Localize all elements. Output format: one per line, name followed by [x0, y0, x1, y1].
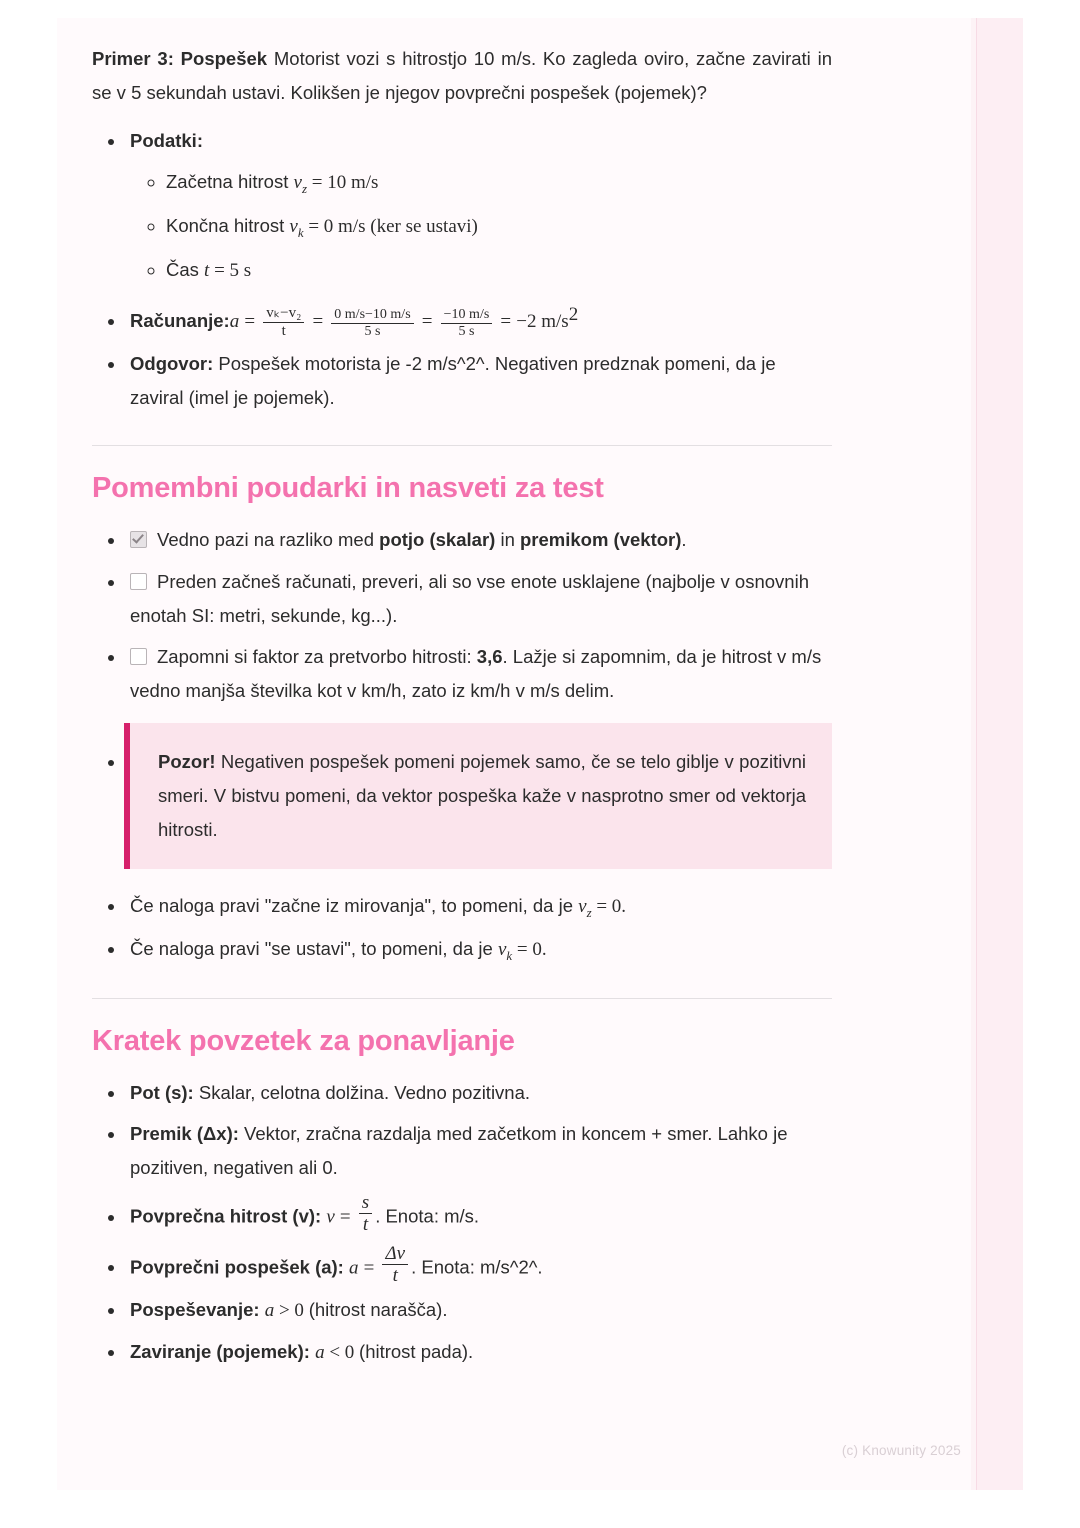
given-symbol: $v_k$	[289, 215, 304, 240]
calculation-item	[126, 297, 832, 340]
tip-emphasis: potjo (skalar)	[379, 529, 496, 551]
fraction-numerator: 0 m/s−10 m/s	[331, 307, 413, 324]
calculation-label: Računanje:	[130, 310, 230, 332]
calc-result: −2 m/s	[516, 311, 569, 333]
fraction-numerator: vₖ−v₂	[263, 305, 304, 323]
summary-math-lhs: a	[348, 1257, 359, 1279]
page-content-surface	[57, 18, 971, 1490]
calc-a: a	[229, 311, 240, 333]
given-group	[126, 124, 832, 288]
callout-label: Pozor!	[158, 750, 216, 772]
example-list	[92, 124, 832, 415]
summary-label: Pot (s):	[130, 1081, 194, 1103]
section-divider	[92, 998, 832, 999]
tip-emphasis: premikom (vektor)	[520, 529, 682, 551]
fraction-numerator: s	[359, 1192, 372, 1214]
summary-item	[126, 1243, 832, 1287]
summary-math-lhs: v	[326, 1206, 335, 1228]
calc-fraction-3	[441, 307, 493, 339]
page-edge-strip	[976, 18, 1023, 1490]
fraction-numerator: −10 m/s	[441, 307, 493, 324]
fraction-denominator: 5 s	[364, 323, 381, 339]
summary-math-relation: < 0	[324, 1342, 360, 1364]
summary-text: (hitrost narašča).	[308, 1299, 448, 1321]
given-label: Podatki:	[130, 130, 203, 152]
summary-text: (hitrost pada).	[359, 1341, 474, 1363]
given-value: = 5 s	[209, 260, 252, 282]
tip-item	[126, 565, 832, 633]
callout-item	[126, 723, 832, 870]
summary-label: Pospeševanje:	[130, 1299, 260, 1321]
summary-math-relation: > 0	[274, 1300, 309, 1322]
tip-value: = 0.	[591, 896, 627, 918]
document-page	[57, 18, 1023, 1490]
fraction-numerator: Δv	[382, 1243, 408, 1265]
tip-text: . Lažje si zapomnim, da je hitrost v m/s vedno manjša številka kot v km/h, zato iz km/h v m/s delim.	[130, 646, 822, 702]
summary-fraction	[359, 1192, 372, 1236]
tip-item	[126, 640, 832, 708]
warning-callout	[124, 723, 832, 870]
summary-text: Vektor, zračna razdalja med začetkom in koncem + smer. Lahko je pozitiven, negativen ali 0.	[130, 1122, 788, 1178]
calc-exponent: 2	[568, 304, 579, 326]
tip-item	[126, 932, 832, 968]
given-prefix: Začetna hitrost	[166, 170, 294, 192]
calc-fraction-2	[331, 307, 413, 339]
summary-math-after: . Enota: m/s^2^.	[411, 1256, 543, 1278]
summary-math-after: . Enota: m/s.	[375, 1205, 480, 1227]
summary-math-symbol: a	[315, 1342, 325, 1364]
tip-text: in	[495, 529, 520, 551]
calc-eq: =	[421, 311, 433, 333]
given-value: = 10 m/s	[306, 171, 379, 193]
summary-label: Zaviranje (pojemek):	[130, 1341, 310, 1363]
fraction-denominator: t	[392, 1264, 398, 1286]
summary-item	[126, 1293, 832, 1328]
tip-symbol: $v_k$	[497, 938, 513, 963]
summary-label: Povprečni pospešek (a):	[130, 1256, 344, 1278]
checkbox-icon[interactable]	[130, 531, 147, 548]
example-paragraph	[92, 42, 832, 110]
tip-item	[126, 523, 832, 557]
given-prefix: Čas	[166, 259, 205, 281]
tip-text: Če naloga pravi "se ustavi", to pomeni, da je	[130, 937, 498, 959]
tip-text: Vedno pazi na razliko med	[157, 529, 380, 551]
summary-heading: Kratek povzetek za ponavljanje	[92, 1024, 515, 1057]
calc-eq: =	[500, 311, 512, 333]
tip-emphasis: 3,6	[476, 646, 503, 668]
watermark: (c) Knowunity 2025	[841, 1443, 961, 1458]
summary-item	[126, 1192, 832, 1236]
checkbox-icon[interactable]	[130, 648, 147, 665]
summary-math-eq: =	[363, 1257, 375, 1279]
fraction-denominator: t	[281, 323, 286, 340]
given-value: = 0 m/s (ker se ustavi)	[303, 215, 478, 237]
tip-item	[126, 889, 832, 925]
summary-item	[126, 1117, 832, 1185]
given-prefix: Končna hitrost	[166, 214, 290, 236]
summary-math-eq: =	[339, 1206, 351, 1228]
tip-text: Preden začneš računati, preveri, ali so vse enote usklajene (najbolje v osnovnih enotah SI: metri, sekunde, kg...).	[130, 570, 809, 626]
fraction-denominator: 5 s	[458, 323, 475, 339]
calc-eq: =	[244, 311, 256, 333]
example-label: Primer 3: Pospešek	[92, 48, 268, 69]
summary-label: Povprečna hitrost (v):	[130, 1205, 322, 1227]
answer-text: Pospešek motorista je -2 m/s^2^. Negativen predznak pomeni, da je zaviral (imel je pojemek).	[130, 352, 776, 409]
given-symbol: $v_z$	[293, 171, 307, 196]
given-item	[166, 209, 832, 244]
tip-text: Zapomni si faktor za pretvorbo hitrosti:	[157, 646, 477, 668]
summary-item	[126, 1335, 832, 1370]
tip-symbol: $v_z$	[578, 896, 592, 920]
given-item	[166, 165, 832, 200]
fraction-denominator: t	[362, 1214, 369, 1236]
callout-text: Negativen pospešek pomeni pojemek samo, če se telo giblje v pozitivni smeri. V bistvu pomeni, da vektor pospeška kaže v nasprotno smer od vektorja hitrosti.	[158, 750, 806, 840]
answer-label: Odgovor:	[130, 352, 214, 374]
document-body	[92, 42, 832, 1378]
tips-heading: Pomembni poudarki in nasveti za test	[92, 472, 604, 505]
summary-label: Premik (Δx):	[130, 1122, 239, 1144]
checkbox-icon[interactable]	[130, 573, 147, 590]
summary-math-symbol: a	[264, 1300, 275, 1322]
calc-eq: =	[312, 311, 324, 333]
given-symbol: t	[204, 260, 210, 282]
given-list	[130, 165, 832, 289]
example-text: Motorist vozi s hitrostjo 10 m/s. Ko zagleda oviro, začne zavirati in se v 5 sekundah ustavi. Kolikšen je njegov povprečni pospešek (pojemek)?	[92, 48, 832, 104]
summary-item	[126, 1076, 832, 1110]
answer-item	[126, 347, 832, 415]
tip-text: Če naloga pravi "začne iz mirovanja", to pomeni, da je	[130, 895, 579, 917]
section-divider	[92, 445, 832, 446]
given-item	[166, 253, 832, 288]
tip-value: = 0.	[512, 938, 547, 960]
summary-fraction	[382, 1243, 408, 1287]
tips-list	[92, 523, 832, 967]
calc-fraction-1	[263, 305, 304, 340]
tip-text: .	[681, 529, 687, 551]
summary-text: Skalar, celotna dolžina. Vedno pozitivna.	[193, 1081, 531, 1103]
summary-list	[92, 1076, 832, 1371]
